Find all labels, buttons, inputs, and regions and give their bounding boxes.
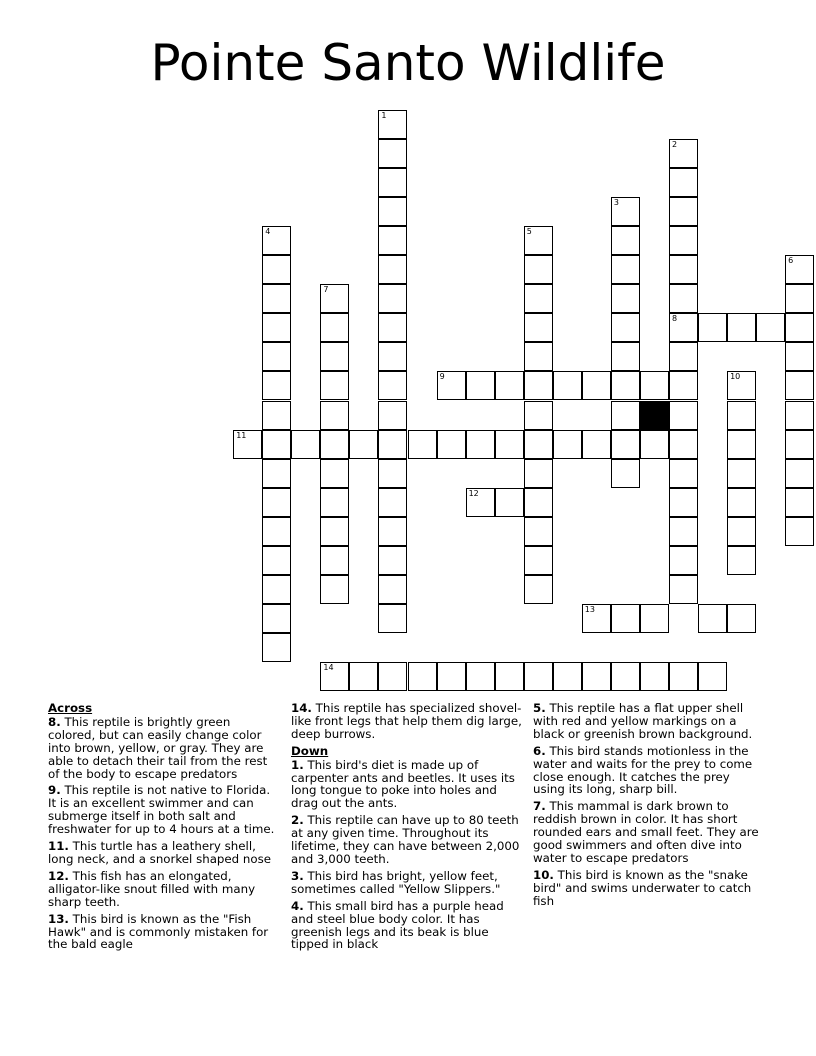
grid-cell[interactable]: [378, 168, 407, 197]
clue-number-label: 6.: [533, 743, 546, 758]
grid-cell[interactable]: [408, 430, 437, 459]
grid-cell[interactable]: [785, 430, 814, 459]
across-clues-column: [48, 702, 280, 955]
across-heading: Across: [48, 701, 93, 715]
grid-cell[interactable]: [611, 255, 640, 284]
grid-cell[interactable]: [727, 488, 756, 517]
grid-cell[interactable]: [262, 488, 291, 517]
grid-cell[interactable]: [262, 633, 291, 662]
clue-number: 8: [672, 314, 678, 324]
grid-cell[interactable]: [785, 342, 814, 371]
across-clue-list: [48, 716, 280, 951]
clue-number: 2: [672, 140, 678, 150]
clue-text: This reptile has specialized shovel-like front legs that help them dig large, deep burrows.: [291, 701, 522, 741]
grid-cell[interactable]: [669, 284, 698, 313]
down-clue-list-continued: [533, 702, 765, 908]
clue-number: 4: [265, 227, 271, 237]
clue: [48, 870, 280, 909]
grid-cell[interactable]: [524, 313, 553, 342]
grid-cell[interactable]: [262, 604, 291, 633]
grid-cell[interactable]: [727, 546, 756, 575]
grid-cell[interactable]: [582, 430, 611, 459]
grid-cell[interactable]: [524, 342, 553, 371]
clue-number-label: 1.: [291, 757, 304, 772]
clue: [533, 800, 765, 865]
grid-cell[interactable]: [640, 604, 669, 633]
grid-cell[interactable]: [669, 401, 698, 430]
grid-cell[interactable]: [669, 430, 698, 459]
clue-number: 3: [613, 198, 619, 208]
grid-cell[interactable]: [378, 546, 407, 575]
grid-cell[interactable]: [408, 662, 437, 691]
grid-cell[interactable]: [524, 546, 553, 575]
clue-text: This fish has an elongated, alligator-like snout filled with many sharp teeth.: [48, 868, 256, 909]
grid-cell[interactable]: [640, 371, 669, 400]
grid-cell[interactable]: [611, 313, 640, 342]
grid-cell[interactable]: [524, 255, 553, 284]
grid-cell[interactable]: [669, 255, 698, 284]
grid-cell[interactable]: [378, 255, 407, 284]
grid-cell[interactable]: [727, 459, 756, 488]
grid-cell[interactable]: [611, 284, 640, 313]
grid-cell[interactable]: [378, 604, 407, 633]
grid-cell[interactable]: [378, 110, 407, 139]
grid-cell[interactable]: [378, 139, 407, 168]
grid-cell[interactable]: [349, 430, 378, 459]
grid-cell[interactable]: [669, 313, 698, 342]
clue-number: 1: [381, 111, 387, 120]
clue: [533, 869, 765, 908]
clue-text: This turtle has a leathery shell, long neck, and a snorkel shaped nose: [48, 839, 272, 866]
clue-text: This reptile can have up to 80 teeth at any given time. Throughout its lifetime, they can have between 2,000 and 3,000 teeth.: [291, 813, 520, 866]
grid-cell[interactable]: [785, 313, 814, 342]
grid-cell[interactable]: [698, 604, 727, 633]
clue-number-label: 13.: [48, 911, 69, 926]
grid-cell[interactable]: [611, 371, 640, 400]
grid-cell[interactable]: [291, 430, 320, 459]
clue-text: This mammal is dark brown to reddish brown in color. It has short rounded ears and small feet. They are good swimmers and often dive into water to escape predators: [533, 799, 759, 865]
grid-cell[interactable]: [320, 459, 349, 488]
clue: [48, 913, 280, 952]
grid-cell[interactable]: [378, 662, 407, 691]
grid-cell[interactable]: [524, 401, 553, 430]
grid-cell[interactable]: [524, 226, 553, 255]
clue: [291, 900, 525, 952]
grid-cell[interactable]: [669, 575, 698, 604]
grid-cell[interactable]: [378, 430, 407, 459]
clue: [291, 759, 525, 811]
grid-cell[interactable]: [320, 313, 349, 342]
clue-number: 14: [323, 663, 334, 672]
grid-cell[interactable]: [582, 662, 611, 691]
clue-number: 13: [584, 604, 595, 614]
clues-column-right: [533, 702, 765, 912]
grid-cell[interactable]: [785, 459, 814, 488]
grid-cell[interactable]: [262, 371, 291, 400]
clue-number-label: 3.: [291, 868, 304, 883]
clue-number-label: 10.: [533, 867, 554, 882]
grid-cell[interactable]: [262, 342, 291, 371]
clue-number: 10: [730, 372, 741, 382]
clue-text: This bird stands motionless in the water and waits for the prey to come close enough. It catches the prey using its long, sharp bill.: [533, 743, 753, 797]
grid-cell[interactable]: [378, 313, 407, 342]
grid-cell[interactable]: [727, 401, 756, 430]
grid-cell[interactable]: [785, 371, 814, 400]
clue-number: 7: [323, 285, 329, 295]
grid-cell[interactable]: [378, 575, 407, 604]
grid-cell[interactable]: [262, 313, 291, 342]
clue: [291, 702, 525, 741]
grid-cell[interactable]: [378, 342, 407, 371]
grid-cell[interactable]: [611, 430, 640, 459]
grid-cell[interactable]: [524, 575, 553, 604]
grid-cell[interactable]: [262, 284, 291, 313]
grid-cell[interactable]: [785, 255, 814, 284]
grid-cell[interactable]: [320, 430, 349, 459]
clue-text: This small bird has a purple head and steel blue body color. It has greenish legs and its beak is blue tipped in black: [291, 898, 504, 952]
grid-cell[interactable]: [524, 371, 553, 400]
grid-cell[interactable]: [727, 371, 756, 400]
grid-cell[interactable]: [640, 662, 669, 691]
clue: [533, 702, 765, 741]
clue-number-label: 2.: [291, 813, 304, 828]
grid-cell[interactable]: [320, 517, 349, 546]
grid-cell[interactable]: [669, 662, 698, 691]
grid-cell[interactable]: [466, 488, 495, 517]
grid-cell[interactable]: [466, 371, 495, 400]
grid-cell[interactable]: [233, 430, 262, 459]
clue-text: This bird is known as the "snake bird" and swims underwater to catch fish: [533, 867, 752, 908]
grid-cell[interactable]: [262, 401, 291, 430]
grid-cell[interactable]: [262, 575, 291, 604]
grid-cell[interactable]: [611, 342, 640, 371]
clue-number-label: 8.: [48, 714, 61, 729]
page-title: Pointe Santo Wildlife: [150, 34, 666, 92]
grid-cell[interactable]: [611, 459, 640, 488]
grid-cell[interactable]: [378, 284, 407, 313]
grid-cell[interactable]: [611, 662, 640, 691]
grid-cell[interactable]: [524, 662, 553, 691]
grid-cell[interactable]: [669, 546, 698, 575]
clue-text: This bird has bright, yellow feet, sometimes called "Yellow Slippers.": [291, 868, 501, 896]
grid-cell[interactable]: [378, 197, 407, 226]
grid-cell[interactable]: [669, 168, 698, 197]
grid-cell[interactable]: [262, 226, 291, 255]
grid-cell[interactable]: [320, 662, 349, 691]
grid-cell[interactable]: [727, 430, 756, 459]
grid-cell[interactable]: [495, 430, 524, 459]
grid-cell[interactable]: [262, 255, 291, 284]
grid-cell[interactable]: [495, 488, 524, 517]
grid-cell[interactable]: [262, 430, 291, 459]
clue-number: 5: [526, 227, 532, 237]
grid-cell[interactable]: [320, 488, 349, 517]
grid-cell[interactable]: [320, 342, 349, 371]
grid-cell[interactable]: [320, 371, 349, 400]
clue-number-label: 5.: [533, 701, 546, 715]
clue-number: 9: [439, 372, 445, 382]
grid-cell[interactable]: [785, 284, 814, 313]
grid-cell[interactable]: [785, 401, 814, 430]
clue-number: 12: [468, 488, 479, 498]
grid-cell[interactable]: [785, 517, 814, 546]
clue: [48, 840, 280, 866]
grid-cell[interactable]: [320, 575, 349, 604]
grid-cell[interactable]: [698, 313, 727, 342]
grid-cell[interactable]: [669, 226, 698, 255]
grid-cell[interactable]: [320, 284, 349, 313]
grid-cell[interactable]: [785, 488, 814, 517]
grid-cell[interactable]: [669, 488, 698, 517]
clue-text: This bird is known as the "Fish Hawk" and is commonly mistaken for the bald eagle: [48, 911, 269, 952]
grid-cell[interactable]: [437, 662, 466, 691]
grid-cell[interactable]: [669, 459, 698, 488]
grid-cell[interactable]: [669, 139, 698, 168]
grid-cell[interactable]: [320, 401, 349, 430]
grid-cell[interactable]: [378, 459, 407, 488]
down-heading: Down: [291, 743, 329, 758]
grid-cell[interactable]: [495, 662, 524, 691]
clue-number: 6: [788, 256, 794, 266]
across-clue-list-continued: [291, 702, 525, 741]
clue-number-label: 11.: [48, 839, 69, 854]
grid-cell[interactable]: [727, 604, 756, 633]
grid-cell[interactable]: [727, 517, 756, 546]
grid-cell[interactable]: [262, 459, 291, 488]
grid-cell[interactable]: [466, 430, 495, 459]
clue-text: This reptile is brightly green colored, but can easily change color into brown, yellow, or gray. They are able to detach their tail from the rest of the body to escape predators: [48, 714, 268, 781]
clue-number-label: 4.: [291, 898, 304, 913]
grid-cell[interactable]: [378, 401, 407, 430]
clue-number-label: 12.: [48, 868, 69, 883]
grid-cell[interactable]: [495, 371, 524, 400]
clue-text: This reptile is not native to Florida. It is an excellent swimmer and can submerge itself in both salt and freshwater for up to 4 hours at a time.: [48, 783, 275, 837]
grid-cell[interactable]: [756, 313, 785, 342]
grid-cell[interactable]: [466, 662, 495, 691]
grid-cell[interactable]: [611, 604, 640, 633]
grid-cell[interactable]: [437, 430, 466, 459]
down-clue-list: [291, 759, 525, 952]
clue-number-label: 7.: [533, 799, 546, 814]
clue-number-label: 14.: [291, 701, 312, 715]
grid-cell[interactable]: [378, 226, 407, 255]
grid-cell[interactable]: [553, 371, 582, 400]
grid-cell[interactable]: [378, 488, 407, 517]
grid-cell[interactable]: [378, 517, 407, 546]
grid-cell[interactable]: [611, 401, 640, 430]
clue: [291, 870, 525, 896]
grid-cell[interactable]: [669, 197, 698, 226]
grid-cell[interactable]: [320, 546, 349, 575]
grid-cell[interactable]: [524, 488, 553, 517]
clue: [291, 814, 525, 866]
grid-cell[interactable]: [698, 662, 727, 691]
grid-cell[interactable]: [669, 371, 698, 400]
clue: [533, 745, 765, 797]
grid-cell[interactable]: [349, 662, 378, 691]
grid-cell[interactable]: [582, 604, 611, 633]
grid-cell[interactable]: [640, 430, 669, 459]
grid-cell[interactable]: [524, 430, 553, 459]
grid-cell[interactable]: [437, 371, 466, 400]
black-square: [640, 401, 669, 430]
grid-cell[interactable]: [611, 226, 640, 255]
clue-text: This reptile has a flat upper shell with red and yellow markings on a black or greenish brown background.: [533, 701, 753, 741]
grid-cell[interactable]: [262, 517, 291, 546]
clue-number: 11: [236, 430, 247, 440]
grid-cell[interactable]: [524, 517, 553, 546]
clue-number-label: 9.: [48, 783, 61, 798]
grid-cell[interactable]: [553, 430, 582, 459]
clues-column-middle: [291, 702, 525, 955]
grid-cell[interactable]: [262, 546, 291, 575]
grid-cell[interactable]: [553, 662, 582, 691]
grid-cell[interactable]: [378, 371, 407, 400]
grid-cell[interactable]: [582, 371, 611, 400]
grid-cell[interactable]: [611, 197, 640, 226]
clue-text: This bird's diet is made up of carpenter ants and beetles. It uses its long tongue to poke into holes and drag out the ants.: [291, 757, 515, 811]
grid-cell[interactable]: [669, 517, 698, 546]
grid-cell[interactable]: [524, 459, 553, 488]
clue: [48, 716, 280, 781]
grid-cell[interactable]: [669, 342, 698, 371]
grid-cell[interactable]: [727, 313, 756, 342]
grid-cell[interactable]: [524, 284, 553, 313]
clue: [48, 784, 280, 836]
